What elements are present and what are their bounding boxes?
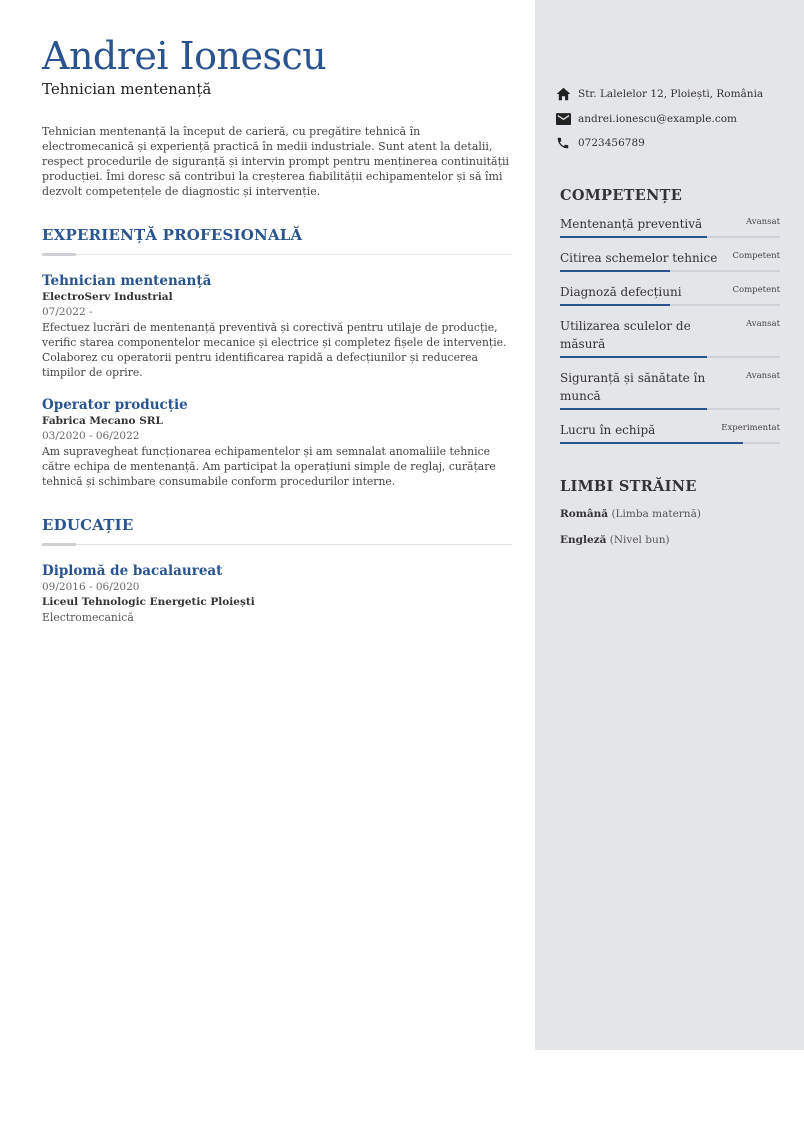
- language-level: (Limba maternă): [611, 508, 701, 520]
- entry-description: Efectuez lucrări de mentenanță preventivă și corectivă pentru utilaje de producție, verific starea componentelor mecanice și electrice și completez fișele de intervenție. Colaborez cu operatorii pentru identificarea rapidă a defecțiunilor și reducerea timpilor de oprire.: [42, 320, 507, 379]
- contact-text: andrei.ionescu@example.com: [578, 112, 738, 125]
- candidate-name: Andrei Ionescu: [42, 34, 327, 78]
- skill-item: [560, 283, 780, 306]
- entry-company: ElectroServ Industrial: [42, 290, 173, 303]
- entry-title: Diplomă de bacalaureat: [42, 562, 223, 579]
- skill-level: Avansat: [746, 319, 780, 329]
- languages-heading: LIMBI STRĂINE: [560, 478, 697, 495]
- language-item: [560, 507, 780, 522]
- skill-bar: [560, 304, 780, 306]
- skill-name: Siguranță și sănătate în muncă: [560, 371, 706, 403]
- entry-dates: 09/2016 - 06/2020: [42, 580, 140, 593]
- entry-field: Electromecanică: [42, 610, 134, 624]
- language-name: Română: [560, 508, 609, 520]
- skill-item: [560, 215, 780, 238]
- skill-level: Avansat: [746, 217, 780, 227]
- skill-name: Mentenanță preventivă: [560, 217, 703, 231]
- skill-bar: [560, 270, 780, 272]
- skill-bar: [560, 408, 780, 410]
- skills-heading: COMPETENȚE: [560, 187, 683, 204]
- skill-bar: [560, 356, 780, 358]
- entry-school: Liceul Tehnologic Energetic Ploiești: [42, 595, 255, 608]
- phone-icon: [555, 135, 571, 151]
- contact-list: [555, 82, 785, 156]
- entry-title: Operator producție: [42, 396, 188, 413]
- skill-level: Competent: [732, 285, 780, 295]
- skill-level: Competent: [732, 251, 780, 261]
- languages-section: [560, 478, 780, 548]
- skill-name: Utilizarea sculelor de măsură: [560, 319, 691, 351]
- skills-section: [560, 187, 780, 444]
- contact-text: 0723456789: [578, 137, 645, 150]
- email-icon: [555, 111, 571, 127]
- skill-name: Diagnoză defecțiuni: [560, 285, 682, 299]
- entry-dates: 07/2022 -: [42, 305, 93, 318]
- job-title: Tehnician mentenanță: [42, 79, 212, 98]
- skill-item: [560, 317, 780, 358]
- skill-item: [560, 249, 780, 272]
- profile-summary: Tehnician mentenanță la început de carieră, cu pregătire tehnică în electromecanică și experiență practică în medii industriale. Sunt atent la detalii, respect procedurile de siguranță și intervin prompt pentru menținerea continuității producției. Îmi doresc să contribui la creșterea fiabilității echipamentelor și să îmi dezvolt competențele de diagnostic și intervenție.: [42, 124, 510, 198]
- home-icon: [555, 86, 571, 102]
- language-item: [560, 533, 780, 548]
- sidebar: [535, 0, 804, 1050]
- skill-level: Avansat: [746, 371, 780, 381]
- skill-bar: [560, 236, 780, 238]
- main-column: [42, 36, 512, 625]
- contact-email: [555, 107, 785, 132]
- skill-level: Experimentat: [721, 423, 780, 433]
- skill-item: [560, 421, 780, 444]
- section-divider: [42, 253, 512, 257]
- entry-company: Fabrica Mecano SRL: [42, 414, 163, 427]
- contact-phone: [555, 131, 785, 156]
- entry-description: Am supravegheat funcționarea echipamentelor și am semnalat anomaliile tehnice către echipa de mentenanță. Am participat la operațiuni simple de reglaj, curățare tehnică și schimbare consumabile conform procedurilor interne.: [42, 444, 496, 488]
- education-heading: EDUCAȚIE: [42, 515, 134, 534]
- language-level: (Nivel bun): [609, 534, 670, 546]
- experience-entry: [42, 273, 512, 380]
- contact-address: [555, 82, 785, 107]
- education-entry: [42, 563, 512, 625]
- skill-bar: [560, 442, 780, 444]
- section-divider: [42, 543, 512, 547]
- experience-heading: EXPERIENȚĂ PROFESIONALĂ: [42, 225, 303, 244]
- skill-item: [560, 369, 780, 410]
- entry-dates: 03/2020 - 06/2022: [42, 429, 140, 442]
- skill-name: Citirea schemelor tehnice: [560, 251, 718, 265]
- skill-name: Lucru în echipă: [560, 423, 656, 437]
- contact-text: Str. Lalelelor 12, Ploiești, România: [578, 88, 764, 101]
- experience-entry: [42, 397, 512, 489]
- language-name: Engleză: [560, 534, 607, 546]
- entry-title: Tehnician mentenanță: [42, 272, 212, 289]
